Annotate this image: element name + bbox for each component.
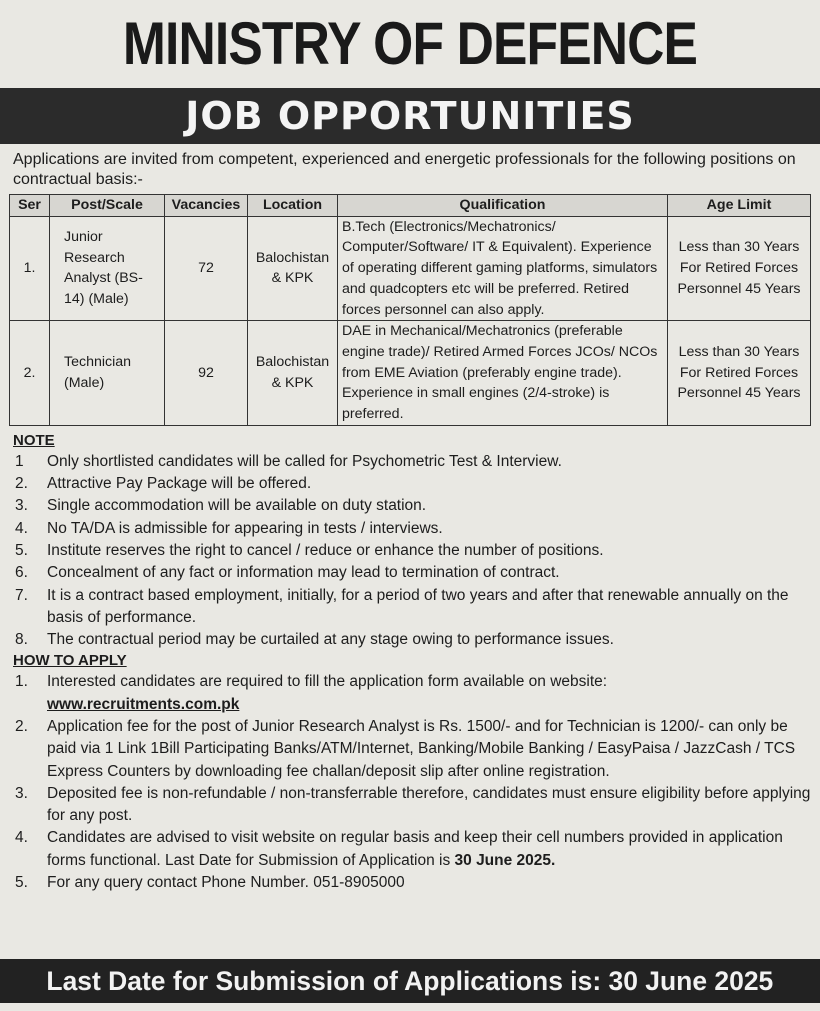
last-date-footer: Last Date for Submission of Applications is: 30 June 2025 [0,959,820,1003]
how-to-apply-list [9,671,811,894]
job-opportunities-banner: JOB OPPORTUNITIES [0,88,820,144]
table-row [10,321,811,426]
row-vacancies: 72 [165,216,248,321]
row-age-limit [668,321,811,426]
intro-text: Applications are invited from competent, experienced and energetic professionals for the following positions on contractual basis:- [13,151,796,188]
table-header-row [10,195,811,217]
age-regular: Less than 30 Years [678,239,800,256]
list-item: 3. Single accommodation will be available on duty station. [15,497,427,515]
row-vacancies: 92 [165,321,248,426]
list-item: 2. Attractive Pay Package will be offered. [15,475,312,493]
list-item: 5. For any query contact Phone Number. 051-8905000 [15,874,405,892]
row-post: Technician (Male) [50,321,165,426]
list-item: 1 Only shortlisted candidates will be called for Psychometric Test & Interview. [15,452,562,470]
list-item: 5. Institute reserves the right to cancel / reduce or enhance the number of positions. [15,541,604,559]
table-row [10,216,811,321]
note-list [9,451,811,652]
row-ser: 1. [10,216,50,321]
row-qualification: B.Tech (Electronics/Mechatronics/ Computer/Software/ IT & Equivalent). Experience of operating different gaming platforms, simulators and quadcopters etc will be preferred. Retired forces personnel can also apply. [338,216,668,321]
list-item: 7. It is a contract based employment, initially, for a period of two years and after that renewable annually on the basis of performance. [15,586,789,626]
age-regular: Less than 30 Years [678,343,800,360]
how-to-apply-heading: HOW TO APPLY [13,652,127,670]
header-ser: Ser [10,195,50,217]
age-retired: For Retired Forces Personnel 45 Years [677,364,801,402]
header-age-limit: Age Limit [668,195,811,217]
list-item: 4. No TA/DA is admissible for appearing in tests / interviews. [15,519,443,537]
row-location: Balochistan & KPK [248,216,338,321]
row-qualification: DAE in Mechanical/Mechatronics (preferable engine trade)/ Retired Armed Forces JCOs/ NCOs from EME Aviation (preferably engine trade). Experience in small engines (2/4-stroke) is preferred. [338,321,668,426]
last-date-inline: 30 June 2025. [454,851,556,869]
age-retired: For Retired Forces Personnel 45 Years [677,260,801,297]
list-item: 2. Application fee for the post of Junior Research Analyst is Rs. 1500/- and for Technician is 1200/- can only be paid via 1 Link 1Bill Participating Banks/ATM/Internet, Banking/Mobile Banking / EasyPaisa / JazzCash / TCS Express Counters by downloading fee challan/deposit slip after online registration. [15,718,796,780]
header-post-scale: Post/Scale [50,195,165,217]
list-item: 8. The contractual period may be curtailed at any stage owing to performance issues. [15,631,614,649]
header-vacancies: Vacancies [165,195,248,217]
row-ser: 2. [10,321,50,426]
contact-phone: For any query contact Phone Number. 051-8905000 [47,874,405,892]
recruitment-website-link[interactable]: www.recruitments.com.pk [47,695,240,713]
row-post: Junior Research Analyst (BS-14) (Male) [50,216,165,321]
list-item: 1. Interested candidates are required to fill the application form available on website: www.recruitments.com.pk [15,673,608,713]
list-item: 4. Candidates are advised to visit website on regular basis and keep their cell numbers provided in application forms functional. Last Date for Submission of Application is 30 June 2025. [15,829,783,869]
list-item: 3. Deposited fee is non-refundable / non-transferrable therefore, candidates must ensure eligibility before applying for any post. [15,784,811,825]
note-heading: NOTE [13,431,55,449]
list-item: 6. Concealment of any fact or information may lead to termination of contract. [15,564,560,582]
row-age-limit [668,216,811,321]
header-qualification: Qualification [338,195,668,217]
page-title: MINISTRY OF DEFENCE [122,10,698,77]
header-location: Location [248,195,338,217]
positions-table [9,194,811,426]
row-location: Balochistan & KPK [248,321,338,426]
